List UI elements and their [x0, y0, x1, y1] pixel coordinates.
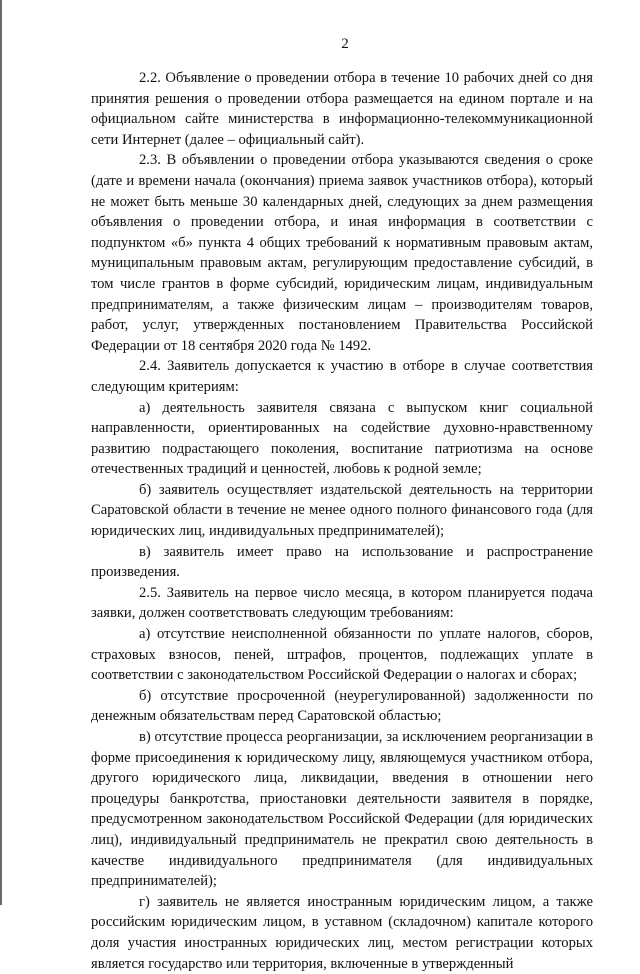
- paragraph-2-2: 2.2. Объявление о проведении отбора в течение 10 рабочих дней со дня принятия решения о проведении отбора размещается на едином портале и на официальном сайте министерства в информационно-телекоммуникационной сети Интернет (далее – официальный сайт).: [91, 70, 593, 148]
- paragraph-2-4: 2.4. Заявитель допускается к участию в отборе в случае соответствия следующим критериям:: [91, 358, 593, 395]
- paragraph-2-4-b: б) заявитель осуществляет издательской деятельность на территории Саратовской области в течение не менее одного полного финансового года (для юридических лиц, индивидуальных предпринимателей);: [91, 481, 593, 540]
- paragraph-2-5-g: г) заявитель не является иностранным юридическим лицом, а также российским юридическим лицом, в уставном (складочном) капитале которого доля участия иностранных юридических лиц, местом регистрации которых является государство или территория, включенные в утвержденный: [91, 893, 593, 972]
- paragraph-2-4-a: а) деятельность заявителя связана с выпуском книг социальной направленности, ориентированных на содействие духовно-нравственному развитию подрастающего поколения, воспитание патриотизма на основе отечественных традиций и ценностей, любовь к родной земле;: [91, 399, 593, 478]
- document-body: [91, 68, 593, 974]
- paragraph-2-5: 2.5. Заявитель на первое число месяца, в котором планируется подача заявки, должен соответствовать следующим требованиям:: [91, 584, 593, 622]
- paragraph-2-4-v: в) заявитель имеет право на использование и распространение произведения.: [91, 543, 593, 581]
- paragraph-2-3: 2.3. В объявлении о проведении отбора указываются сведения о сроке (дате и времени начала (окончания) приема заявок участников отбора), который не может быть меньше 30 календарных дней, следующих за днем размещения объявления о проведении отбора, и иная информация в соответствии с подпунктом «б» пункта 4 общих требований к нормативным правовым актам, муниципальным правовым актам, регулирующим предоставление субсидий, в том числе грантов в форме субсидий, юридическим лицам, индивидуальным предпринимателям, а также физическим лицам – производителям товаров, работ, услуг, утвержденных постановлением Правительства Российской Федерации от 18 сентября 2020 года № 1492.: [91, 152, 593, 354]
- scan-left-edge: [0, 0, 2, 905]
- paragraph-2-5-v: в) отсутствие процесса реорганизации, за исключением реорганизации в форме присоединения к юридическому лицу, являющемуся участником отбора, другого юридического лица, ликвидации, введения в отношении него процедуры банкротства, приостановки деятельности заявителя в порядке, предусмотренном законодательством Российской Федерации (для юридических лиц), индивидуальный предприниматель не прекратил свою деятельность в качестве индивидуального предпринимателя (для индивидуальных предпринимателей);: [91, 729, 593, 890]
- paragraph-2-5-b: б) отсутствие просроченной (неурегулированной) задолженности по денежным обязательствам перед Саратовской областью;: [91, 687, 593, 725]
- paragraph-2-5-a: а) отсутствие неисполненной обязанности по уплате налогов, сборов, страховых взносов, пеней, штрафов, процентов, подлежащих уплате в соответствии с законодательством Российской Федерации о налогах и сборах;: [91, 626, 593, 684]
- page-number: 2: [341, 36, 349, 52]
